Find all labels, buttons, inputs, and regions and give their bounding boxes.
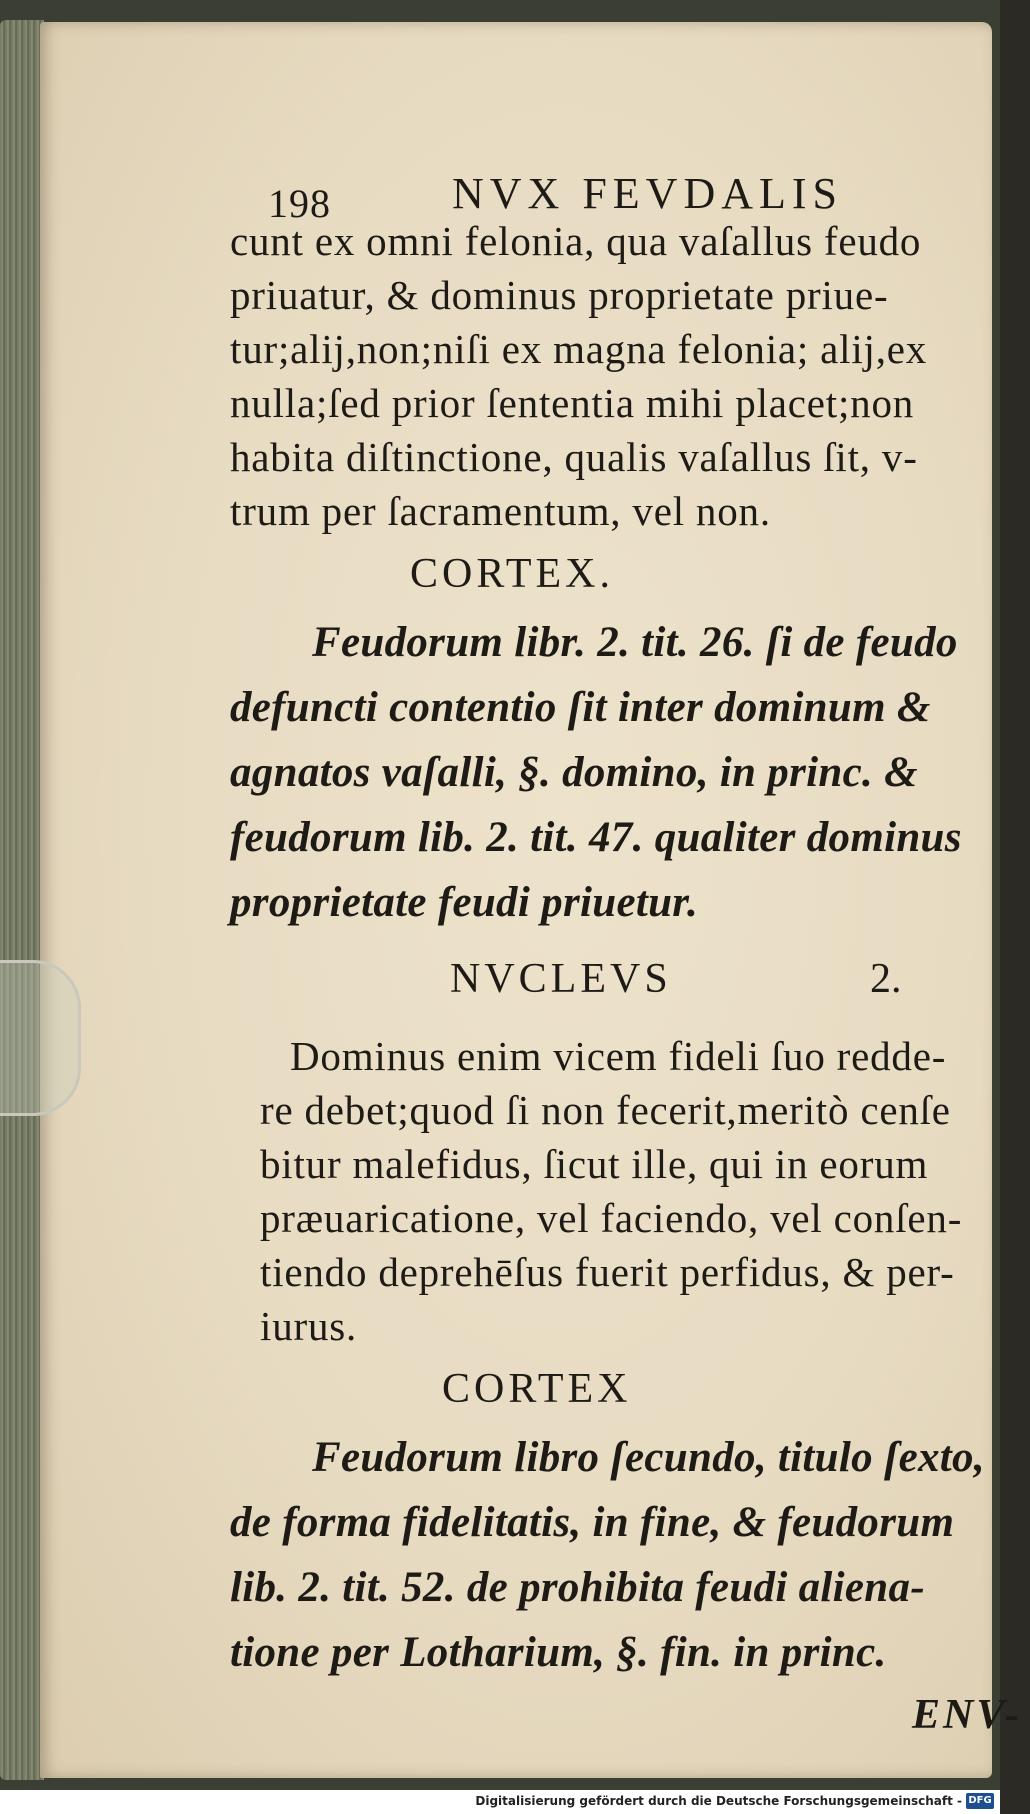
text-line: Feudorum libr. 2. tit. 26. ſi de feudo: [312, 619, 958, 666]
text-line: lib. 2. tit. 52. de prohibita feudi aliena-: [230, 1564, 925, 1611]
running-head: [230, 164, 1030, 226]
text-line: Feudorum libro ſecundo, titulo ſexto,: [312, 1434, 985, 1481]
footer-bar: [0, 1790, 1000, 1814]
text-line: tione per Lotharium, §. fin. in princ.: [230, 1629, 887, 1676]
text-line: bitur malefidus, ſicut ille, qui in eorum: [260, 1141, 929, 1187]
nucleus-number: 2.: [870, 956, 902, 1002]
cortex-heading: CORTEX: [442, 1366, 632, 1412]
text-block: [230, 164, 1030, 1739]
text-line: trum per ſacramentum, vel non.: [230, 488, 771, 534]
text-line: cunt ex omni felonia, qua vaſallus feudo: [230, 218, 922, 264]
text-line: agnatos vaſalli, §. domino, in princ. &: [230, 749, 918, 796]
cortex-heading: CORTEX.: [410, 551, 614, 597]
cortex-citation: [230, 610, 1030, 935]
book-clasp: [0, 960, 81, 1116]
text-line: de forma fidelitatis, in fine, & feudorum: [230, 1499, 955, 1546]
text-line: iurus.: [260, 1303, 358, 1349]
text-line: habita diſtinctione, qualis vaſallus ſit, v-: [230, 434, 918, 480]
book-page: [40, 22, 1022, 1778]
text-line: Dominus enim vicem fideli ſuo redde-: [290, 1033, 947, 1079]
nucleus2-text: [230, 1029, 1030, 1353]
dfg-logo: DFG: [966, 1793, 994, 1809]
page-edges: [0, 20, 44, 1780]
text-line: proprietate feudi priuetur.: [230, 879, 698, 926]
nucleus-title: NVCLEVS: [450, 956, 672, 1002]
text-line: tur;alij,non;niſi ex magna felonia; alij,ex: [230, 326, 928, 372]
cortex-citation: [230, 1425, 1030, 1685]
nucleus-heading: [230, 943, 1030, 1015]
running-title: NVX FEVDALIS: [452, 169, 843, 218]
funding-credit: Digitalisierung gefördert durch die Deutsche Forschungsgemeinschaft -: [475, 1794, 962, 1808]
text-line: feudorum lib. 2. tit. 47. qualiter dominus: [230, 814, 962, 861]
nucleus1-continuation: [230, 214, 1030, 538]
text-line: tiendo deprehēſus fuerit perfidus, & per-: [260, 1249, 955, 1295]
text-line: defuncti contentio ſit inter dominum &: [230, 684, 931, 731]
text-line: priuatur, & dominus proprietate priue-: [230, 272, 889, 318]
text-line: nulla;ſed prior ſententia mihi placet;non: [230, 380, 915, 426]
text-line: præuaricatione, vel faciendo, vel conſen-: [260, 1195, 963, 1241]
catchword: ENV-: [911, 1692, 1022, 1738]
text-line: re debet;quod ſi non fecerit,meritò cenſe: [260, 1087, 951, 1133]
page-number: 198: [268, 181, 331, 226]
